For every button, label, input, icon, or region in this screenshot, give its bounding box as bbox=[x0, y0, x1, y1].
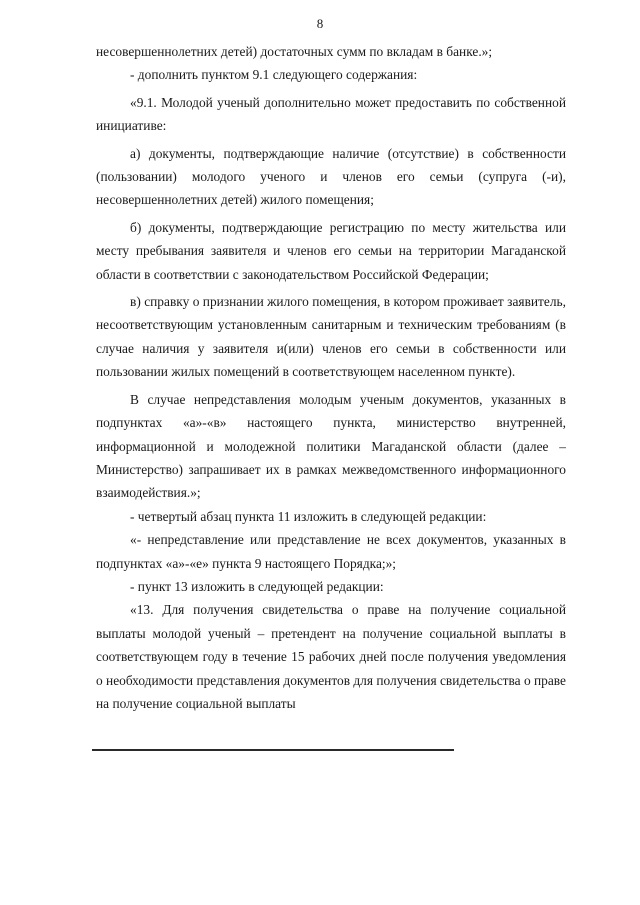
paragraph: в) справку о признании жилого помещения, в котором проживает заявитель, несоответствующим установленным санитарным и техническим требованиям (в случае наличия у заявителя и(или) членов его семьи в собственности или пользовании жилых помещений в соответствующем населенном пункте). bbox=[96, 294, 566, 380]
paragraph: «- непредставление или представление не всех документов, указанных в подпунктах «а»-«е» пункта 9 настоящего Порядка;»; bbox=[96, 532, 566, 571]
footnote-divider bbox=[92, 749, 454, 751]
paragraph: а) документы, подтверждающие наличие (отсутствие) в собственности (пользовании) молодого ученого и членов его семьи (супруга (-и), несовершеннолетних детей) жилого помещения; bbox=[96, 145, 566, 208]
paragraph: б) документы, подтверждающие регистрацию по месту жительства или месту пребывания заявителя и членов его семьи на территории Магаданской области в соответствии с законодательством Российской Федерации; bbox=[96, 219, 566, 282]
paragraph: несовершеннолетних детей) достаточных сумм по вкладам в банке.»; bbox=[96, 44, 493, 59]
paragraph: «9.1. Молодой ученый дополнительно может предоставить по собственной инициативе: bbox=[96, 94, 566, 134]
paragraph: - дополнить пунктом 9.1 следующего содержания: bbox=[130, 67, 418, 83]
paragraph: «13. Для получения свидетельства о праве на получение социальной выплаты молодой ученый – претендент на получение социальной выплаты в соответствующем году в течение 15 рабочих дней после получения уведомления о необходимости представления документов для получения свидетельства о праве на получение социальной выплаты bbox=[96, 602, 566, 711]
paragraph: В случае непредставления молодым ученым документов, указанных в подпунктах «а»-«в» настоящего пункта, министерство внутренней, информационной и молодежной политики Магаданской области (далее – Министерство) запрашивает их в рамках межведомственного информационного взаимодействия.»; bbox=[96, 391, 566, 501]
paragraph: - четвертый абзац пункта 11 изложить в следующей редакции: bbox=[130, 508, 487, 524]
page-number: 8 bbox=[316, 16, 324, 31]
paragraph: - пункт 13 изложить в следующей редакции: bbox=[130, 578, 384, 594]
document-body bbox=[96, 40, 566, 715]
